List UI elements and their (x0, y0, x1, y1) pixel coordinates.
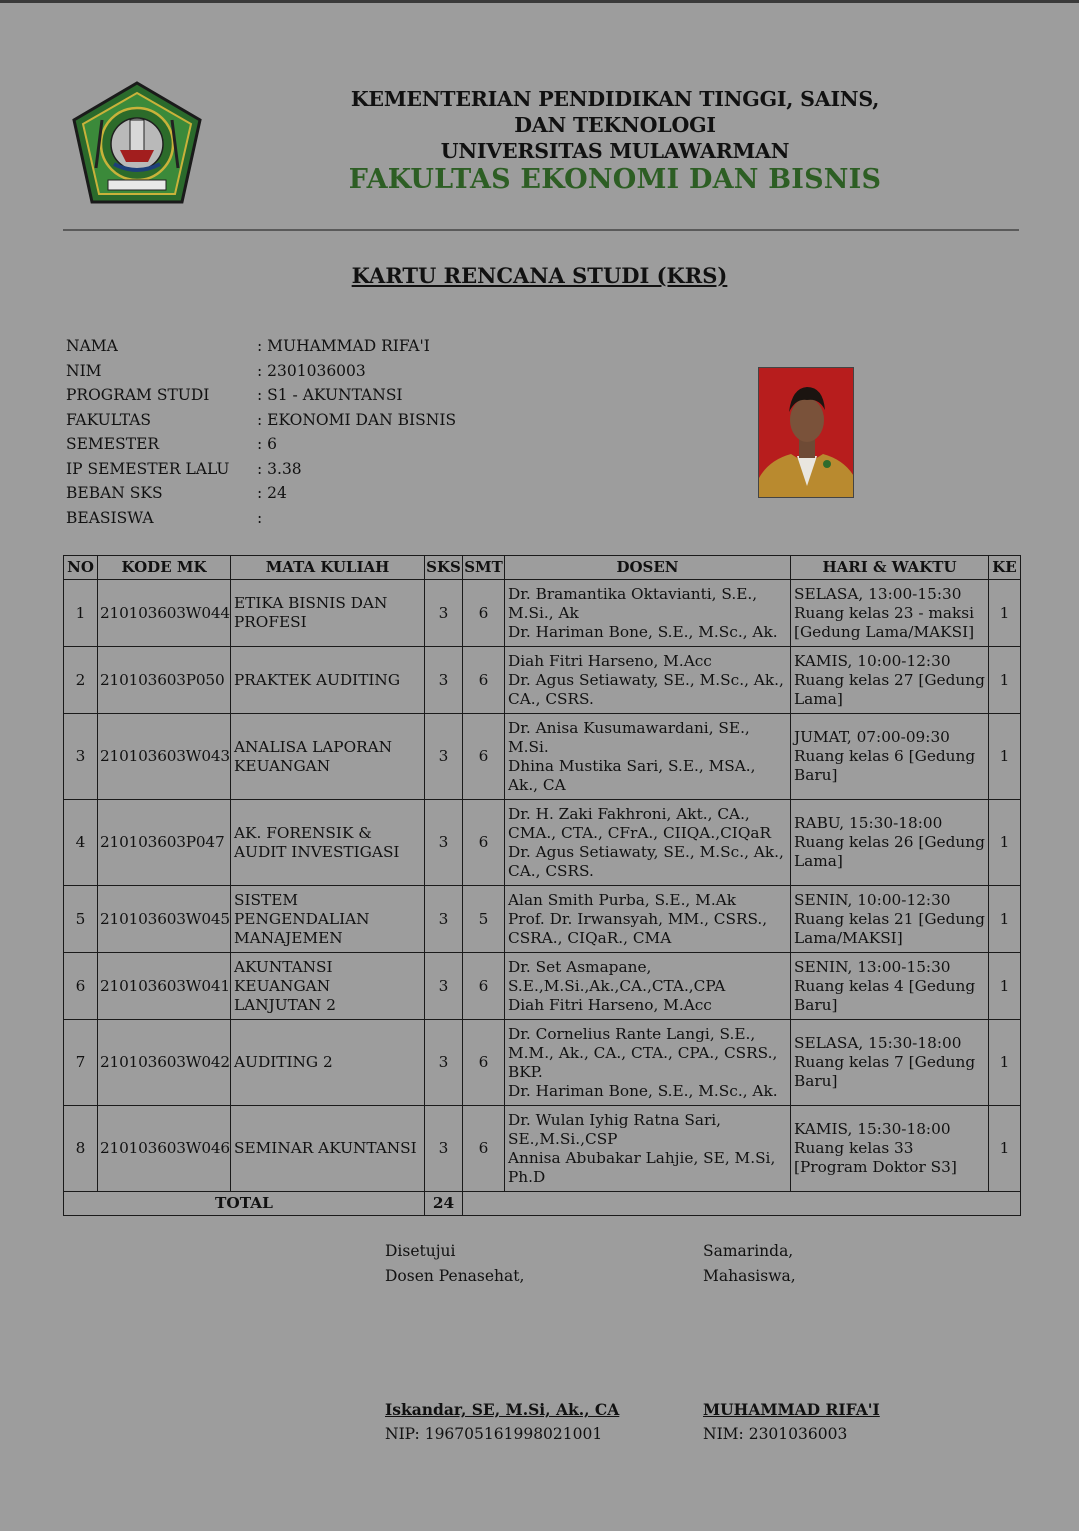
cell-no: 4 (64, 800, 98, 886)
cell-dosen (505, 886, 791, 953)
col-header-ke: KE (989, 556, 1021, 580)
cell-smt: 6 (463, 1020, 505, 1106)
cell-smt: 5 (463, 886, 505, 953)
lecturer-name: Diah Fitri Harseno, M.Acc (508, 651, 712, 670)
col-header-kode: KODE MK (98, 556, 231, 580)
cell-ke: 1 (989, 886, 1021, 953)
schedule-time: SELASA, 15:30-18:00 (794, 1034, 962, 1052)
info-row (66, 384, 456, 409)
faculty-name: FAKULTAS EKONOMI DAN BISNIS (348, 164, 882, 195)
cell-hari-waktu (791, 580, 989, 647)
cell-sks: 3 (425, 800, 463, 886)
cell-mata-kuliah: AK. FORENSIK & AUDIT INVESTIGASI (231, 800, 425, 886)
advisor-nip: NIP: 196705161998021001 (385, 1425, 603, 1443)
cell-sks: 3 (425, 953, 463, 1020)
header-divider (63, 229, 1019, 231)
cell-no: 5 (64, 886, 98, 953)
cell-sks: 3 (425, 647, 463, 714)
cell-kode-mk: 210103603W044 (98, 580, 231, 647)
table-row (64, 580, 1021, 647)
cell-smt: 6 (463, 800, 505, 886)
cell-smt: 6 (463, 953, 505, 1020)
info-row (66, 482, 456, 507)
schedule-room: Ruang kelas 4 [Gedung Baru] (794, 976, 976, 1014)
table-row (64, 1020, 1021, 1106)
cell-kode-mk: 210103603W043 (98, 714, 231, 800)
info-value: : MUHAMMAD RIFA'I (257, 337, 430, 355)
cell-kode-mk: 210103603W042 (98, 1020, 231, 1106)
cell-smt: 6 (463, 580, 505, 647)
cell-smt: 6 (463, 647, 505, 714)
lecturer-name: Dr. Agus Setiawaty, SE., M.Sc., Ak., CA., CSRS. (508, 670, 784, 708)
cell-kode-mk: 210103603W045 (98, 886, 231, 953)
cell-dosen (505, 647, 791, 714)
info-label: NAMA (66, 337, 118, 355)
table-header-row (64, 556, 1021, 580)
col-header-sks: SKS (425, 556, 463, 580)
cell-mata-kuliah: SISTEM PENGENDALIAN MANAJEMEN (231, 886, 425, 953)
info-value: : (257, 508, 263, 527)
cell-sks: 3 (425, 580, 463, 647)
schedule-time: SELASA, 13:00-15:30 (794, 584, 962, 603)
info-label: NIM (66, 361, 102, 380)
student-signature-name: MUHAMMAD RIFA'I (703, 1400, 880, 1419)
cell-ke: 1 (989, 800, 1021, 886)
lecturer-name: Annisa Abubakar Lahjie, SE, M.Si, Ph.D (508, 1148, 776, 1186)
col-header-mata-kuliah: MATA KULIAH (231, 556, 425, 580)
cell-no: 7 (64, 1020, 98, 1106)
schedule-time: RABU, 15:30-18:00 (794, 814, 943, 832)
cell-kode-mk: 210103603P047 (98, 800, 231, 886)
top-border (0, 0, 1079, 3)
cell-no: 3 (64, 714, 98, 800)
lecturer-name: Dr. Hariman Bone, S.E., M.Sc., Ak. (508, 1081, 778, 1100)
cell-ke: 1 (989, 714, 1021, 800)
schedule-time: SENIN, 10:00-12:30 (794, 890, 951, 909)
info-label: SEMESTER (66, 435, 160, 453)
cell-ke: 1 (989, 953, 1021, 1020)
cell-mata-kuliah: SEMINAR AKUNTANSI (231, 1106, 425, 1192)
page-title: KARTU RENCANA STUDI (KRS) (351, 263, 728, 288)
total-sks: 24 (425, 1192, 463, 1216)
info-label: BEASISWA (66, 508, 154, 527)
lecturer-name: Dr. H. Zaki Fakhroni, Akt., CA., CMA., CTA., CFrA., CIIQA.,CIQaR (508, 804, 771, 842)
total-empty-cell (463, 1192, 1021, 1216)
student-role: Mahasiswa, (703, 1267, 796, 1285)
lecturer-name: Dr. Cornelius Rante Langi, S.E., M.M., Ak., CA., CTA., CPA., CSRS., BKP. (508, 1024, 778, 1081)
approval-label: Disetujui (385, 1242, 456, 1260)
cell-hari-waktu (791, 1106, 989, 1192)
table-row (64, 886, 1021, 953)
cell-no: 6 (64, 953, 98, 1020)
lecturer-name: Dr. Bramantika Oktavianti, S.E., M.Si., Ak (508, 584, 758, 622)
table-row (64, 800, 1021, 886)
info-value: : 24 (257, 484, 287, 502)
lecturer-name: Dr. Wulan Iyhig Ratna Sari, SE.,M.Si.,CSP (508, 1110, 722, 1148)
cell-hari-waktu (791, 1020, 989, 1106)
total-label: TOTAL (64, 1192, 425, 1216)
schedule-room: Ruang kelas 33 [Program Doktor S3] (794, 1139, 957, 1176)
col-header-smt: SMT (463, 556, 505, 580)
advisor-role: Dosen Penasehat, (385, 1267, 525, 1285)
cell-hari-waktu (791, 800, 989, 886)
cell-dosen (505, 580, 791, 647)
schedule-time: JUMAT, 07:00-09:30 (794, 728, 950, 746)
cell-mata-kuliah: AKUNTANSI KEUANGAN LANJUTAN 2 (231, 953, 425, 1020)
total-row (64, 1192, 1021, 1216)
cell-mata-kuliah: AUDITING 2 (231, 1020, 425, 1106)
cell-smt: 6 (463, 1106, 505, 1192)
university-name: UNIVERSITAS MULAWARMAN (440, 139, 790, 163)
cell-sks: 3 (425, 1106, 463, 1192)
schedule-room: Ruang kelas 26 [Gedung Lama] (794, 833, 985, 870)
cell-dosen (505, 714, 791, 800)
cell-ke: 1 (989, 580, 1021, 647)
info-label: PROGRAM STUDI (66, 386, 210, 404)
advisor-approval (385, 1239, 524, 1289)
info-label: IP SEMESTER LALU (66, 459, 230, 478)
cell-hari-waktu (791, 953, 989, 1020)
info-value: : S1 - AKUNTANSI (257, 386, 403, 404)
cell-ke: 1 (989, 647, 1021, 714)
cell-dosen (505, 953, 791, 1020)
table-row (64, 647, 1021, 714)
info-value: : 6 (257, 435, 278, 453)
advisor-name: Iskandar, SE, M.Si, Ak., CA (385, 1400, 620, 1419)
lecturer-name: Prof. Dr. Irwansyah, MM., CSRS., CSRA., CIQaR., CMA (508, 909, 768, 947)
cell-kode-mk: 210103603P050 (98, 647, 231, 714)
table-row (64, 953, 1021, 1020)
lecturer-name: Diah Fitri Harseno, M.Acc (508, 995, 712, 1014)
cell-sks: 3 (425, 714, 463, 800)
course-table (63, 555, 1021, 1216)
table-row (64, 1106, 1021, 1192)
info-value: : EKONOMI DAN BISNIS (257, 410, 457, 429)
info-value: : 2301036003 (257, 361, 366, 380)
lecturer-name: Dr. Hariman Bone, S.E., M.Sc., Ak. (508, 622, 778, 641)
cell-smt: 6 (463, 714, 505, 800)
cell-hari-waktu (791, 647, 989, 714)
schedule-room: Ruang kelas 23 - maksi [Gedung Lama/MAKSI] (794, 603, 975, 641)
lecturer-name: Dr. Agus Setiawaty, SE., M.Sc., Ak., CA., CSRS. (508, 842, 784, 880)
student-approval (703, 1239, 796, 1289)
lecturer-name: Dhina Mustika Sari, S.E., MSA., Ak., CA (508, 756, 756, 794)
schedule-room: Ruang kelas 27 [Gedung Lama] (794, 670, 985, 708)
lecturer-name: Alan Smith Purba, S.E., M.Ak (508, 890, 736, 909)
cell-dosen (505, 1106, 791, 1192)
student-signature (703, 1397, 880, 1447)
info-row (66, 409, 456, 434)
advisor-signature (385, 1397, 619, 1447)
cell-dosen (505, 800, 791, 886)
student-info (66, 335, 456, 531)
table-row (64, 714, 1021, 800)
info-value: : 3.38 (257, 459, 302, 478)
cell-ke: 1 (989, 1106, 1021, 1192)
schedule-room: Ruang kelas 21 [Gedung Lama/MAKSI] (794, 909, 985, 947)
info-label: BEBAN SKS (66, 484, 163, 502)
schedule-time: SENIN, 13:00-15:30 (794, 957, 951, 976)
cell-no: 1 (64, 580, 98, 647)
info-label: FAKULTAS (66, 410, 152, 429)
schedule-room: Ruang kelas 7 [Gedung Baru] (794, 1053, 976, 1090)
cell-kode-mk: 210103603W046 (98, 1106, 231, 1192)
schedule-time: KAMIS, 15:30-18:00 (794, 1120, 951, 1138)
student-photo (758, 367, 854, 498)
cell-hari-waktu (791, 714, 989, 800)
cell-mata-kuliah: ANALISA LAPORAN KEUANGAN (231, 714, 425, 800)
schedule-room: Ruang kelas 6 [Gedung Baru] (794, 747, 976, 784)
lecturer-name: Dr. Set Asmapane, S.E.,M.Si.,Ak.,CA.,CTA.,CPA (508, 957, 726, 995)
col-header-hari-waktu: HARI & WAKTU (791, 556, 989, 580)
cell-kode-mk: 210103603W041 (98, 953, 231, 1020)
ministry-line-1: KEMENTERIAN PENDIDIKAN TINGGI, SAINS, (350, 87, 880, 111)
info-row (66, 507, 456, 532)
student-signature-nim: NIM: 2301036003 (703, 1425, 848, 1443)
info-row (66, 335, 456, 360)
cell-mata-kuliah: PRAKTEK AUDITING (231, 647, 425, 714)
info-row (66, 433, 456, 458)
info-row (66, 458, 456, 483)
col-header-no: NO (64, 556, 98, 580)
cell-no: 2 (64, 647, 98, 714)
cell-hari-waktu (791, 886, 989, 953)
cell-sks: 3 (425, 1020, 463, 1106)
place-label: Samarinda, (703, 1242, 794, 1260)
university-logo (70, 80, 204, 210)
cell-no: 8 (64, 1106, 98, 1192)
info-row (66, 360, 456, 385)
cell-ke: 1 (989, 1020, 1021, 1106)
cell-sks: 3 (425, 886, 463, 953)
institution-header (300, 86, 930, 196)
cell-dosen (505, 1020, 791, 1106)
schedule-time: KAMIS, 10:00-12:30 (794, 651, 951, 670)
col-header-dosen: DOSEN (505, 556, 791, 580)
cell-mata-kuliah: ETIKA BISNIS DAN PROFESI (231, 580, 425, 647)
lecturer-name: Dr. Anisa Kusumawardani, SE., M.Si. (508, 718, 750, 756)
ministry-line-2: DAN TEKNOLOGI (514, 113, 716, 137)
